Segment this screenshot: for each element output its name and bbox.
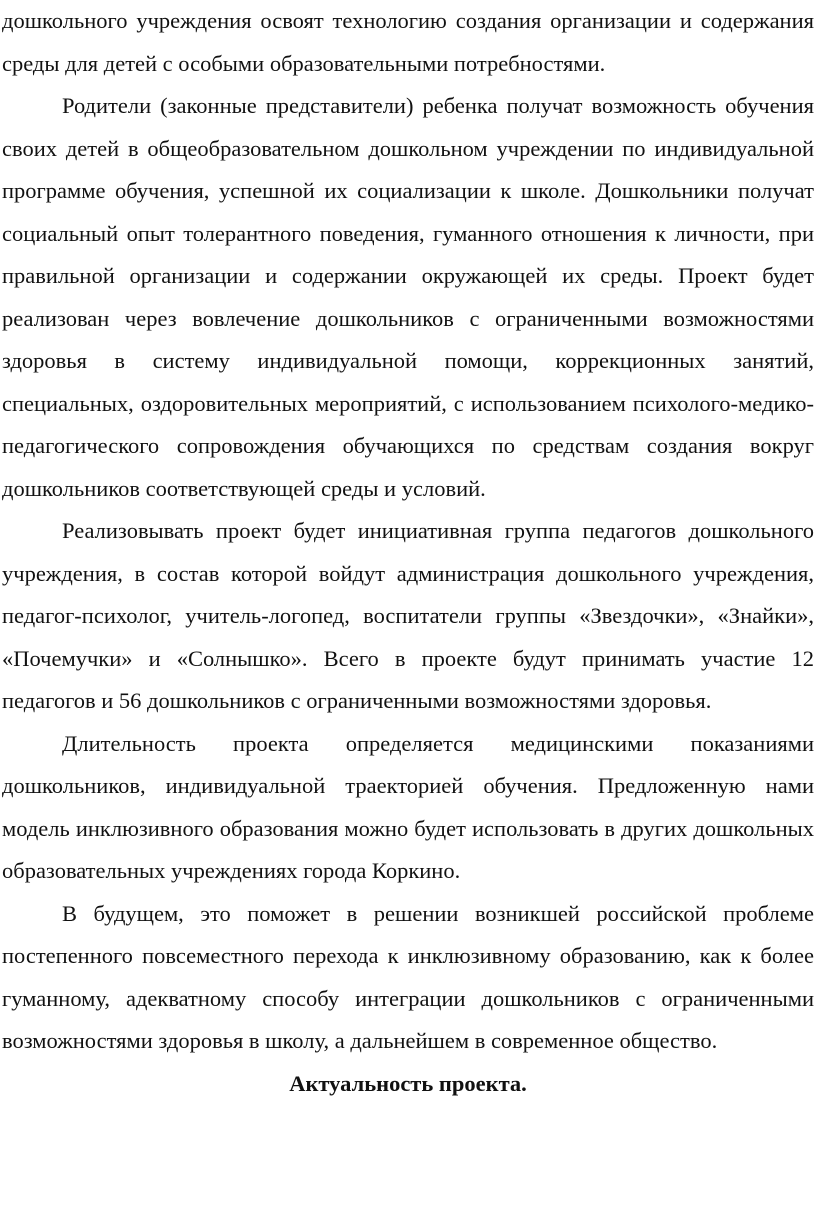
paragraph-duration: Длительность проекта определяется медицинскими показаниями дошкольников, индивидуальной траекторией обучения. Предложенную нами модель инклюзивного образования можно будет использовать в других дошкольных образовательных учреждениях города Коркино. [2, 730, 814, 883]
paragraph-implementation-group: Реализовывать проект будет инициативная группа педагогов дошкольного учреждения, в состав которой войдут администрация дошкольного учреждения, педагог-психолог, учитель-логопед, воспитатели группы «Звездочки», «Знайки», «Почемучки» и «Солнышко». Всего в проекте будут принимать участие 12 педагогов и 56 дошкольников с ограниченными возможностями здоровья. [2, 518, 814, 713]
section-heading: Актуальность проекта. [289, 1070, 527, 1096]
document-page [2, 0, 814, 1105]
paragraph-future: В будущем, это поможет в решении возникшей российской проблеме постепенного повсеместного перехода к инклюзивному образованию, как к более гуманному, адекватному способу интеграции дошкольников с ограниченными возможностями здоровья в школу, а дальнейшем в современное общество. [2, 900, 814, 1053]
paragraph-continuation: дошкольного учреждения освоят технологию создания организации и содержания среды для детей с особыми образовательными потребностями. [2, 8, 814, 76]
paragraph-parents: Родители (законные представители) ребенка получат возможность обучения своих детей в общеобразовательном дошкольном учреждении по индивидуальной программе обучения, успешной их социализации к школе. Дошкольники получат социальный опыт толерантного поведения, гуманного отношения к личности, при правильной организации и содержании окружающей их среды. Проект будет реализован через вовлечение дошкольников с ограниченными возможностями здоровья в систему индивидуальной помощи, коррекционных занятий, специальных, оздоровительных мероприятий, с использованием психолого-медико-педагогического сопровождения обучающихся по средствам создания вокруг дошкольников соответствующей среды и условий. [2, 93, 814, 501]
